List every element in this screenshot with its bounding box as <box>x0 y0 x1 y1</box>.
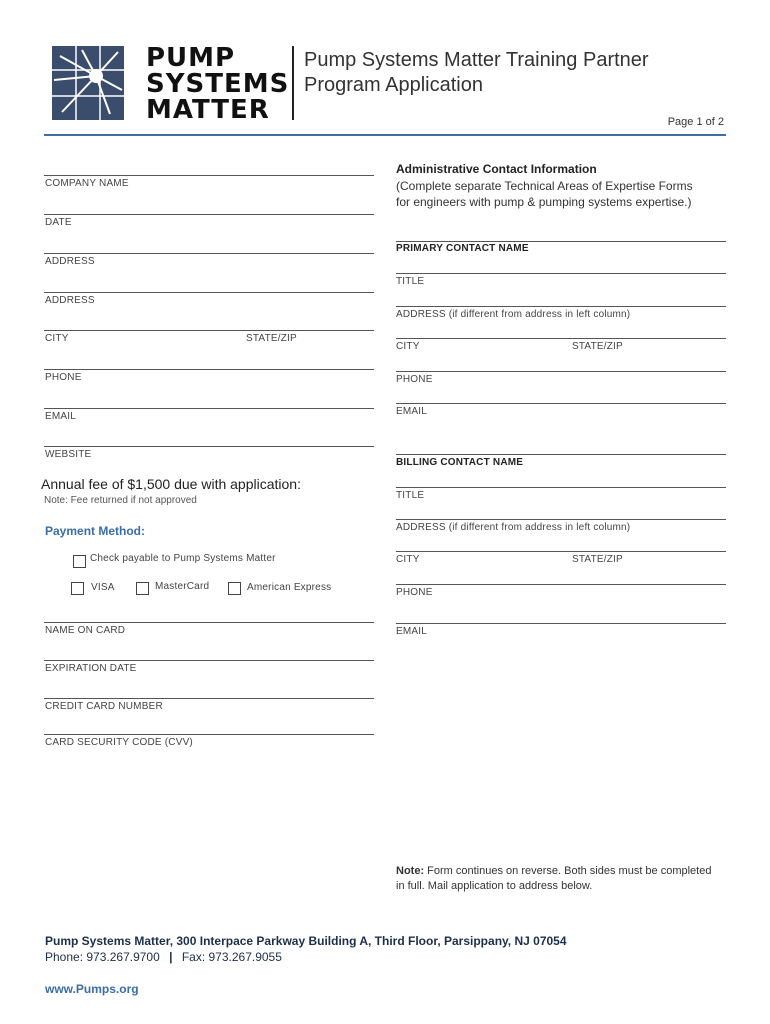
cvv-label: CARD SECURITY CODE (CVV) <box>45 737 193 748</box>
address-line-1[interactable] <box>44 253 374 254</box>
visa-label: VISA <box>91 582 115 593</box>
primary-name-line[interactable] <box>396 241 726 242</box>
billing-phone-line[interactable] <box>396 584 726 585</box>
billing-email-label: EMAIL <box>396 626 428 637</box>
date-line[interactable] <box>44 214 374 215</box>
logo-word-pump: PUMP <box>146 43 236 73</box>
page-number: Page 1 of 2 <box>667 116 724 128</box>
page-title <box>304 48 649 98</box>
check-payment-label: Check payable to Pump Systems Matter <box>90 553 276 564</box>
footer-phone: Phone: 973.267.9700 <box>45 950 160 964</box>
primary-name-label: PRIMARY CONTACT NAME <box>396 243 529 254</box>
logo-word-systems: SYSTEMS <box>146 69 290 99</box>
card-number-line[interactable] <box>44 698 374 699</box>
billing-name-label: BILLING CONTACT NAME <box>396 457 524 468</box>
card-number-label: CREDIT CARD NUMBER <box>45 701 163 712</box>
address-label-2: ADDRESS <box>45 295 95 306</box>
primary-address-line[interactable] <box>396 306 726 307</box>
address-line-2[interactable] <box>44 292 374 293</box>
name-on-card-label: NAME ON CARD <box>45 625 126 636</box>
cvv-line[interactable] <box>44 734 374 735</box>
footer-address: Pump Systems Matter, 300 Interpace Parkway Building A, Third Floor, Parsippany, NJ 07054 <box>45 934 567 948</box>
primary-email-label: EMAIL <box>396 406 428 417</box>
check-payment-checkbox[interactable] <box>73 555 86 568</box>
billing-city-line[interactable] <box>396 551 726 552</box>
logo-mark <box>52 46 124 120</box>
name-on-card-line[interactable] <box>44 622 374 623</box>
billing-title-label: TITLE <box>396 490 425 501</box>
address-label-1: ADDRESS <box>45 256 95 267</box>
payment-method-heading: Payment Method: <box>45 524 146 538</box>
primary-phone-line[interactable] <box>396 371 726 372</box>
date-label: DATE <box>45 217 72 228</box>
fee-note: Note: Fee returned if not approved <box>44 495 197 506</box>
company-name-label: COMPANY NAME <box>45 178 129 189</box>
reverse-note <box>396 864 736 894</box>
amex-label: American Express <box>247 582 332 593</box>
billing-address-label: ADDRESS (if different from address in left column) <box>396 522 631 533</box>
reverse-note-bold: Note: <box>396 865 425 877</box>
primary-city-label: CITY <box>396 341 420 352</box>
footer-website-link[interactable]: www.Pumps.org <box>45 982 139 996</box>
mastercard-checkbox[interactable] <box>136 582 149 595</box>
billing-title-line[interactable] <box>396 487 726 488</box>
company-name-line[interactable] <box>44 175 374 176</box>
admin-contact-heading: Administrative Contact Information <box>396 162 597 176</box>
website-line[interactable] <box>44 446 374 447</box>
billing-name-line[interactable] <box>396 454 726 455</box>
phone-line[interactable] <box>44 369 374 370</box>
starburst-icon <box>52 46 124 120</box>
primary-phone-label: PHONE <box>396 374 433 385</box>
admin-sub-line-2: for engineers with pump & pumping systems expertise.) <box>396 195 692 209</box>
primary-state-zip-label: STATE/ZIP <box>572 341 623 352</box>
reverse-note-line-1: Form continues on reverse. Both sides must be completed <box>424 865 712 877</box>
footer-fax: Fax: 973.267.9055 <box>181 950 282 964</box>
primary-title-label: TITLE <box>396 276 425 287</box>
primary-title-line[interactable] <box>396 273 726 274</box>
state-zip-label: STATE/ZIP <box>246 333 297 344</box>
email-line[interactable] <box>44 408 374 409</box>
header-rule <box>44 134 726 136</box>
city-state-line[interactable] <box>44 330 374 331</box>
reverse-note-line-2: in full. Mail application to address below. <box>396 880 593 892</box>
primary-city-line[interactable] <box>396 338 726 339</box>
billing-city-label: CITY <box>396 554 420 565</box>
visa-checkbox[interactable] <box>71 582 84 595</box>
primary-address-label: ADDRESS (if different from address in left column) <box>396 309 631 320</box>
footer-separator: | <box>169 950 173 964</box>
phone-label: PHONE <box>45 372 82 383</box>
title-line-2: Program Application <box>304 74 483 96</box>
billing-email-line[interactable] <box>396 623 726 624</box>
amex-checkbox[interactable] <box>228 582 241 595</box>
expiration-label: EXPIRATION DATE <box>45 663 137 674</box>
expiration-line[interactable] <box>44 660 374 661</box>
footer-contact <box>45 950 282 964</box>
primary-email-line[interactable] <box>396 403 726 404</box>
annual-fee-text: Annual fee of $1,500 due with application: <box>41 476 301 492</box>
title-line-1: Pump Systems Matter Training Partner <box>304 49 649 71</box>
city-label: CITY <box>45 333 69 344</box>
header-divider <box>292 46 294 120</box>
website-label: WEBSITE <box>45 449 92 460</box>
logo-word-matter: MATTER <box>146 95 270 125</box>
billing-address-line[interactable] <box>396 519 726 520</box>
email-label: EMAIL <box>45 411 77 422</box>
billing-phone-label: PHONE <box>396 587 433 598</box>
mastercard-label: MasterCard <box>155 581 210 592</box>
billing-state-zip-label: STATE/ZIP <box>572 554 623 565</box>
admin-sub-line-1: (Complete separate Technical Areas of Expertise Forms <box>396 179 693 193</box>
